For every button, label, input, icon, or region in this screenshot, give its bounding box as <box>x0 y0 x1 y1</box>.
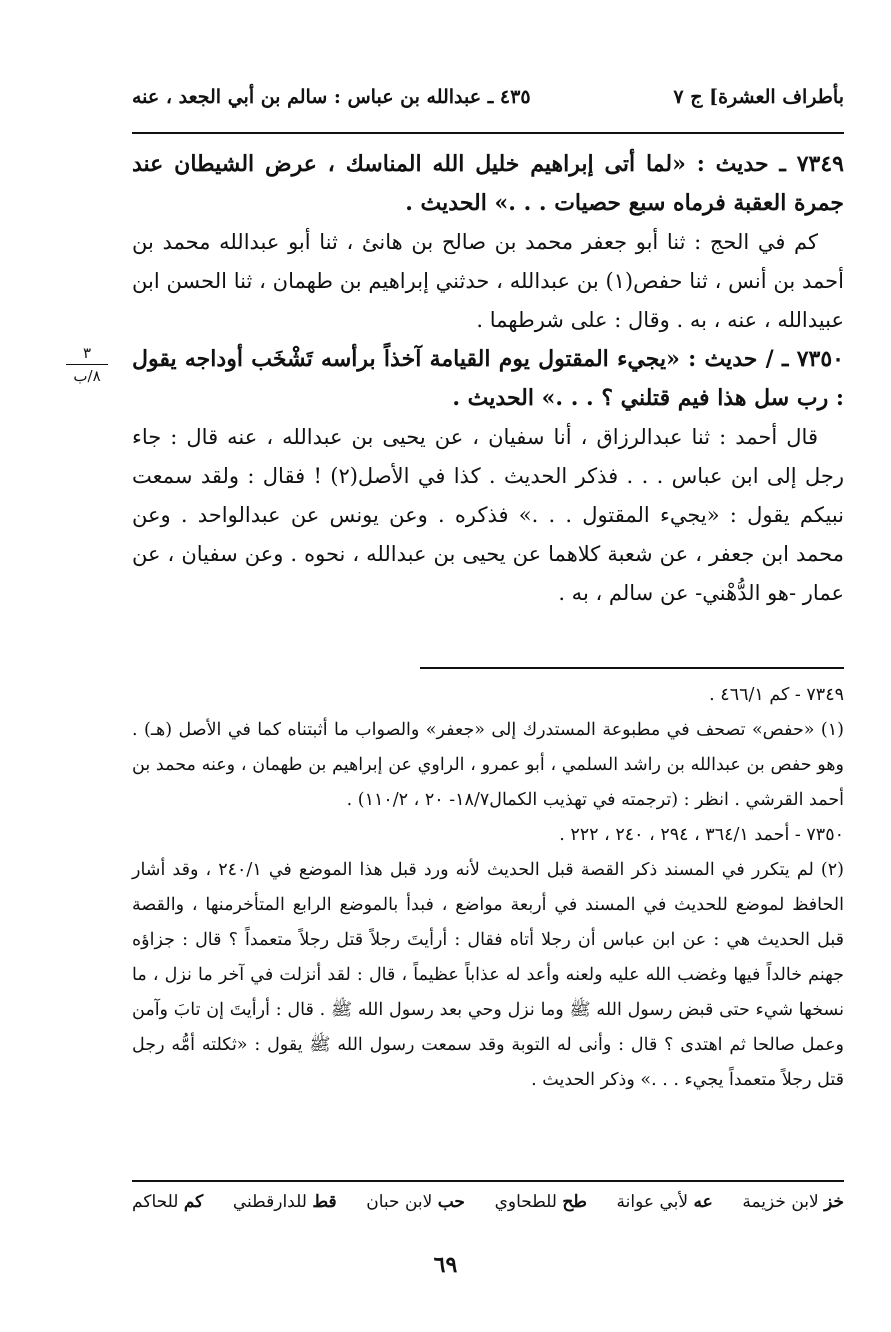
footnote-2: (٢) لم يتكرر في المسند ذكر القصة قبل الحديث لأنه ورد قبل هذا الموضع في ٢٤٠/١ ، وقد أشار الحافظ لموضع للحديث في المسند في أربعة مواضع ، فبدأ بالموضع الرابع المتأخرمنها ، والقصة قبل الحديث هي : عن ابن عباس أن رجلا أتاه فقال : أرأيتَ رجلاً قتل رجلاً متعمداً ؟ قال : جزاؤه جهنم خالداً فيها وغضب الله عليه ولعنه وأعد له عذاباً عظيماً ، قال : لقد أنزلت في آخر ما نزل ، ما نسخها شيء حتى قبض رسول الله ﷺ وما نزل وحي بعد رسول الله ﷺ . قال : أرأيتَ إن تابَ وآمن وعمل صالحا ثم اهتدى ؟ قال : وأنى له التوبة وقد سمعت رسول الله ﷺ يقول : «ثكلته أمُّه رجل قتل رجلاً متعمداً يجيء . . .» وذكر الحديث . <box>132 860 844 1090</box>
hadith-7350-title: ٧٣٥٠ ـ / حديث : «يجيء المقتول يوم القيامة آخذاً برأسه تَشْخَب أوداجه يقول : رب سل هذا فيم قتلني ؟ . . .» الحديث . <box>132 346 844 411</box>
abbreviation-key <box>132 1192 844 1212</box>
footnote-1: (١) «حفص» تصحف في مطبوعة المستدرك إلى «جعفر» والصواب ما أثبتناه كما في الأصل (هـ) . وهو حفص بن عبدالله بن راشد السلمي ، أبو عمرو ، الراوي عن إبراهيم بن طهمان ، وعنه محمد بن أحمد القرشي . انظر : (ترجمته في تهذيب الكمال١٨/٧- ٢٠ ، ١١٠/٢) . <box>132 720 844 810</box>
margin-note <box>62 344 112 385</box>
footnote-rule <box>420 667 844 669</box>
abbr-item: عه لأبي عوانة <box>616 1192 713 1212</box>
abbr-item: طح للطحاوي <box>494 1192 587 1212</box>
margin-note-divider <box>66 364 108 365</box>
header-rule <box>132 132 844 134</box>
abbr-item: قط للدارقطني <box>232 1192 337 1212</box>
page-number: ٦٩ <box>433 1252 458 1278</box>
footnotes <box>132 678 844 1098</box>
abbr-item: حب لابن حبان <box>366 1192 465 1212</box>
header-chapter: ٤٣٥ ـ عبدالله بن عباس : سالم بن أبي الجعد ، عنه <box>132 86 531 108</box>
footnote-source-7349: ٧٣٤٩ - كم ٤٦٦/١ . <box>709 685 844 705</box>
abbr-item: كم للحاكم <box>132 1192 204 1212</box>
hadith-7349-title: ٧٣٤٩ ـ حديث : «لما أتى إبراهيم خليل الله المناسك ، عرض الشيطان عند جمرة العقبة فرماه سبع حصيات . . .» الحديث . <box>132 151 844 216</box>
footnote-source-7350: ٧٣٥٠ - أحمد ٣٦٤/١ ، ٢٩٤ ، ٢٤٠ ، ٢٢٢ . <box>559 825 844 845</box>
abbr-item: خز لابن خزيمة <box>742 1192 844 1212</box>
margin-note-top: ٣ <box>82 344 92 362</box>
running-header <box>132 82 844 112</box>
hadith-7349-isnad: كم في الحج : ثنا أبو جعفر محمد بن صالح بن هانئ ، ثنا أبو عبدالله محمد بن أحمد بن أنس ، ثنا حفص(١) بن عبدالله ، حدثني إبراهيم بن طهمان ، ثنا الحسن ابن عبيدالله ، عنه ، به . وقال : على شرطهما . <box>132 230 844 332</box>
header-volume: بأطراف العشرة] ج ٧ <box>673 86 844 108</box>
hadith-7350-isnad: قال أحمد : ثنا عبدالرزاق ، أنا سفيان ، عن يحيى بن عبدالله ، عنه قال : جاء رجل إلى ابن عباس . . . فذكر الحديث . كذا في الأصل(٢) ! فقال : ولقد سمعت نبيكم يقول : «يجيء المقتول . . .» فذكره . وعن يونس عن عبدالواحد . وعن محمد ابن جعفر ، عن شعبة كلاهما عن يحيى بن عبدالله ، نحوه . وعن سفيان ، عن عمار -هو الدُّهْني- عن سالم ، به . <box>132 425 844 605</box>
main-text <box>132 145 844 613</box>
margin-note-bottom: ٨/ب <box>73 367 101 385</box>
abbreviation-rule <box>132 1180 844 1182</box>
